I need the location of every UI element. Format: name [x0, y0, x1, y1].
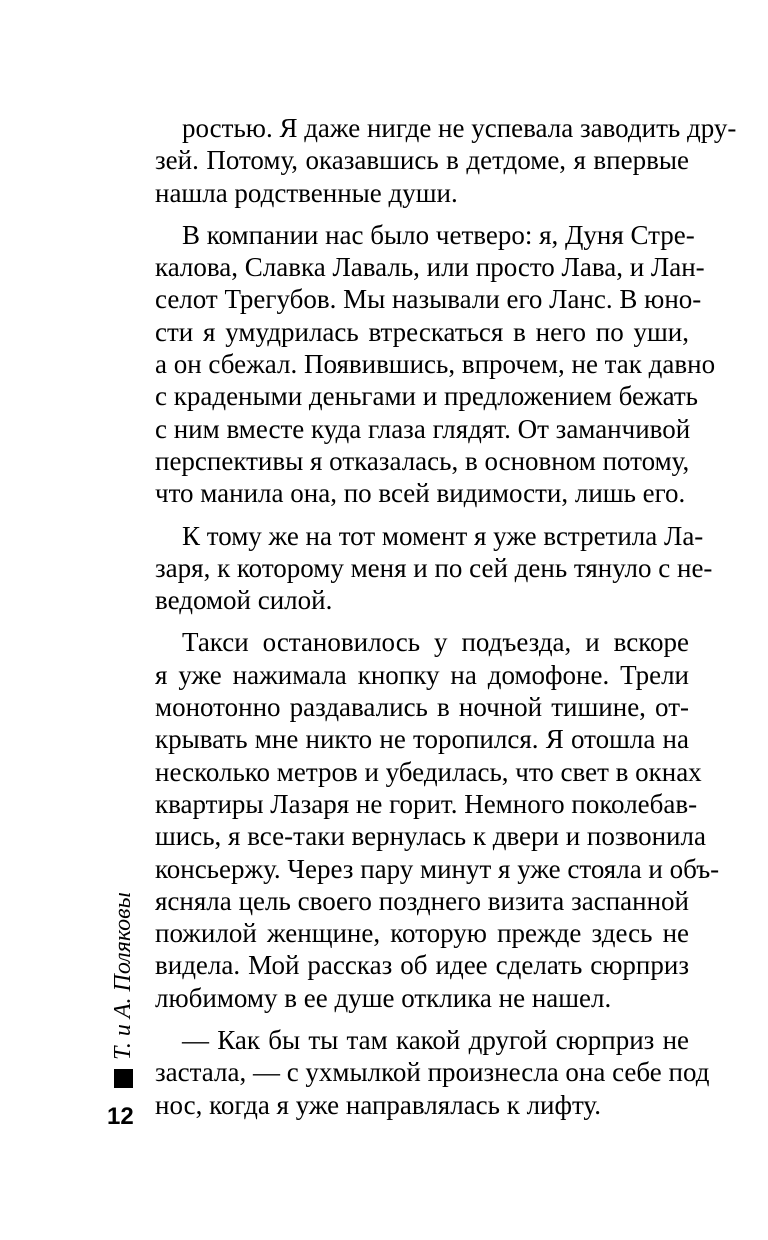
- text-line: монотонно раздавались в ночной тишине, от-: [155, 692, 689, 723]
- text-line: — Как бы ты там какой другой сюрприз не: [182, 1025, 689, 1056]
- text-line: сти я умудрилась втрескаться в него по уши,: [155, 316, 689, 347]
- text-line: селот Трегубов. Мы называли его Ланс. В юно-: [155, 284, 702, 315]
- running-head-author: Т. и А. Поляковы: [110, 892, 136, 1060]
- text-line: калова, Славка Лаваль, или просто Лава, и Лан-: [155, 252, 705, 283]
- paragraph-4: [155, 626, 720, 1014]
- running-head-square-marker: [114, 1069, 133, 1088]
- page-body-text: [155, 112, 737, 1131]
- text-line: В компании нас было четверо: я, Дуня Стре-: [182, 219, 695, 250]
- text-line: а он сбежал. Появившись, впрочем, не так давно: [155, 349, 716, 380]
- text-line: ростью. Я даже нигде не успевала заводить дру-: [182, 113, 737, 143]
- text-line: застала, — с ухмылкой произнесла она себе под: [155, 1057, 710, 1088]
- text-line: заря, к которому меня и по сей день тянуло с не-: [155, 552, 713, 583]
- text-line: Такси остановилось у подъезда, и вскоре: [182, 627, 689, 658]
- text-line: перспективы я отказалась, в основном потому,: [155, 445, 690, 476]
- text-line: К тому же на тот момент я уже встретила Ла-: [182, 520, 704, 551]
- text-line: любимому в ее душе отклика не нашел.: [155, 982, 612, 1013]
- text-line: крывать мне никто не торопился. Я отошла на: [155, 724, 689, 755]
- text-line: ясняла цель своего позднего визита заспанной: [155, 885, 689, 916]
- text-line: я уже нажимала кнопку на домофоне. Трели: [155, 659, 689, 690]
- text-line: видела. Мой рассказ об идее сделать сюрприз: [155, 950, 689, 981]
- paragraph-2: [155, 219, 716, 510]
- paragraph-3: [155, 520, 713, 617]
- text-line: ведомой силой.: [155, 585, 333, 616]
- text-line: с ним вместе куда глаза глядят. От заманчивой: [155, 413, 691, 444]
- text-line: консьержу. Через пару минут я уже стояла и объ-: [155, 853, 720, 884]
- paragraph-5: [155, 1024, 710, 1121]
- paragraph-1: [155, 112, 737, 209]
- page-number: 12: [107, 1103, 134, 1130]
- text-line: несколько метров и убедилась, что свет в окнах: [155, 756, 702, 787]
- text-line: зей. Потому, оказавшись в детдоме, я впервые: [155, 145, 689, 176]
- text-line: нашла родственные души.: [155, 177, 458, 208]
- text-line: шись, я все-таки вернулась к двери и позвонила: [155, 821, 706, 852]
- text-line: с крадеными деньгами и предложением бежать: [155, 381, 698, 412]
- text-line: нос, когда я уже направлялась к лифту.: [155, 1089, 601, 1120]
- text-line: квартиры Лазаря не горит. Немного поколебав-: [155, 788, 698, 819]
- text-line: что манила она, по всей видимости, лишь его.: [155, 478, 686, 509]
- text-line: пожилой женщине, которую прежде здесь не: [155, 918, 689, 949]
